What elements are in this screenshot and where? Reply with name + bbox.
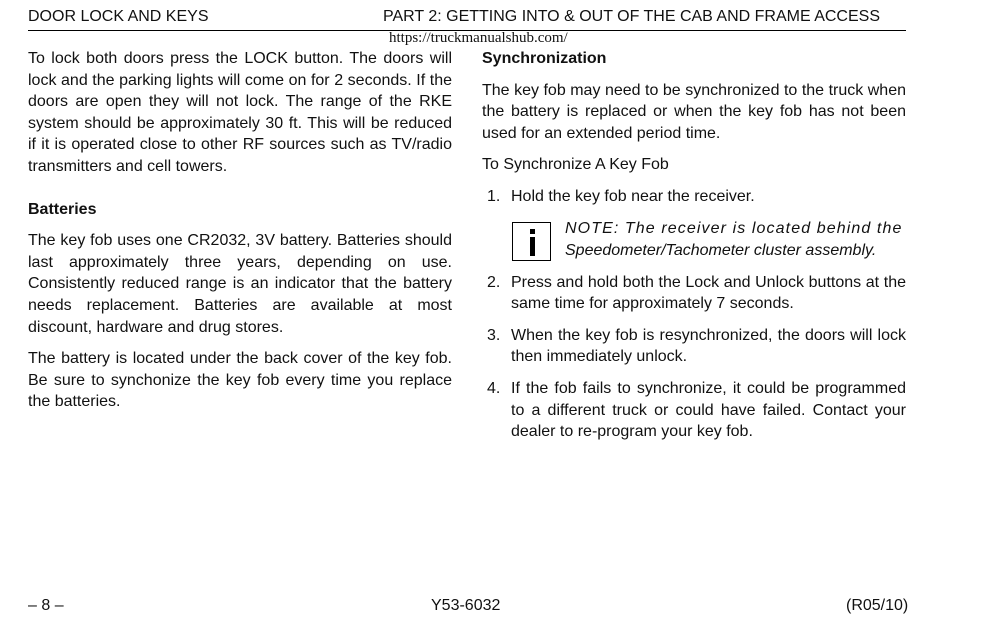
batteries-paragraph-1: The key fob uses one CR2032, 3V battery. Batteries should last approximately three years, depending on use. Consistently reduced range is an indicator that the battery needs replacement. Batteries are available at most discount, hardware and drug stores.: [28, 232, 452, 336]
document-number: Y53-6032: [431, 597, 501, 614]
left-column: [28, 48, 452, 413]
step-number: 2.: [487, 273, 501, 291]
header-part-title: PART 2: GETTING INTO & OUT OF THE CAB AND FRAME ACCESS: [383, 8, 880, 25]
batteries-heading: Batteries: [28, 200, 97, 218]
step-number: 3.: [487, 326, 501, 344]
intro-paragraph: To lock both doors press the LOCK button. The doors will lock and the parking lights will come on for 2 seconds. If the doors are open they will not lock. The range of the RKE system should be approximately 30 ft. This will be reduced if it is operated close to other RF sources such as TV/radio transmitters and cell towers.: [28, 50, 452, 175]
sync-heading: Synchronization: [482, 50, 607, 67]
watermark-url: https://truckmanualshub.com/: [389, 30, 568, 46]
step-text: Press and hold both the Lock and Unlock buttons at the same time for approximately 7 seconds.: [511, 273, 906, 313]
header-section-title: DOOR LOCK AND KEYS: [28, 8, 209, 25]
step-text: When the key fob is resynchronized, the doors will lock then immediately unlock.: [511, 326, 906, 366]
note-box: [512, 218, 906, 262]
step-item: [482, 272, 906, 315]
sync-paragraph: The key fob may need to be synchronized to the truck when the battery is replaced or when the key fob has not been used for an extended period time.: [482, 81, 906, 142]
info-icon: [512, 222, 551, 261]
batteries-paragraph-2: The battery is located under the back cover of the key fob. Be sure to synchonize the key fob every time you replace the batteries.: [28, 350, 452, 411]
sync-subheading: To Synchronize A Key Fob: [482, 156, 669, 174]
note-text: [565, 218, 906, 262]
step-item: [482, 325, 906, 368]
page-number: – 8 –: [28, 597, 64, 614]
step-number: 4.: [487, 379, 501, 397]
step-item: [482, 378, 906, 443]
revision-code: (R05/10): [846, 597, 909, 614]
note-line-2: Speedometer/Tachometer cluster assembly.: [565, 241, 877, 259]
right-column: [482, 48, 906, 443]
note-line-1: NOTE: The receiver is located behind the: [565, 219, 903, 237]
step-text: Hold the key fob near the receiver.: [511, 187, 755, 205]
step-text: If the fob fails to synchronize, it could be programmed to a different truck or could have failed. Contact your dealer to re-program your key fob.: [511, 379, 906, 441]
step-item: [482, 186, 906, 208]
step-number: 1.: [487, 187, 501, 205]
